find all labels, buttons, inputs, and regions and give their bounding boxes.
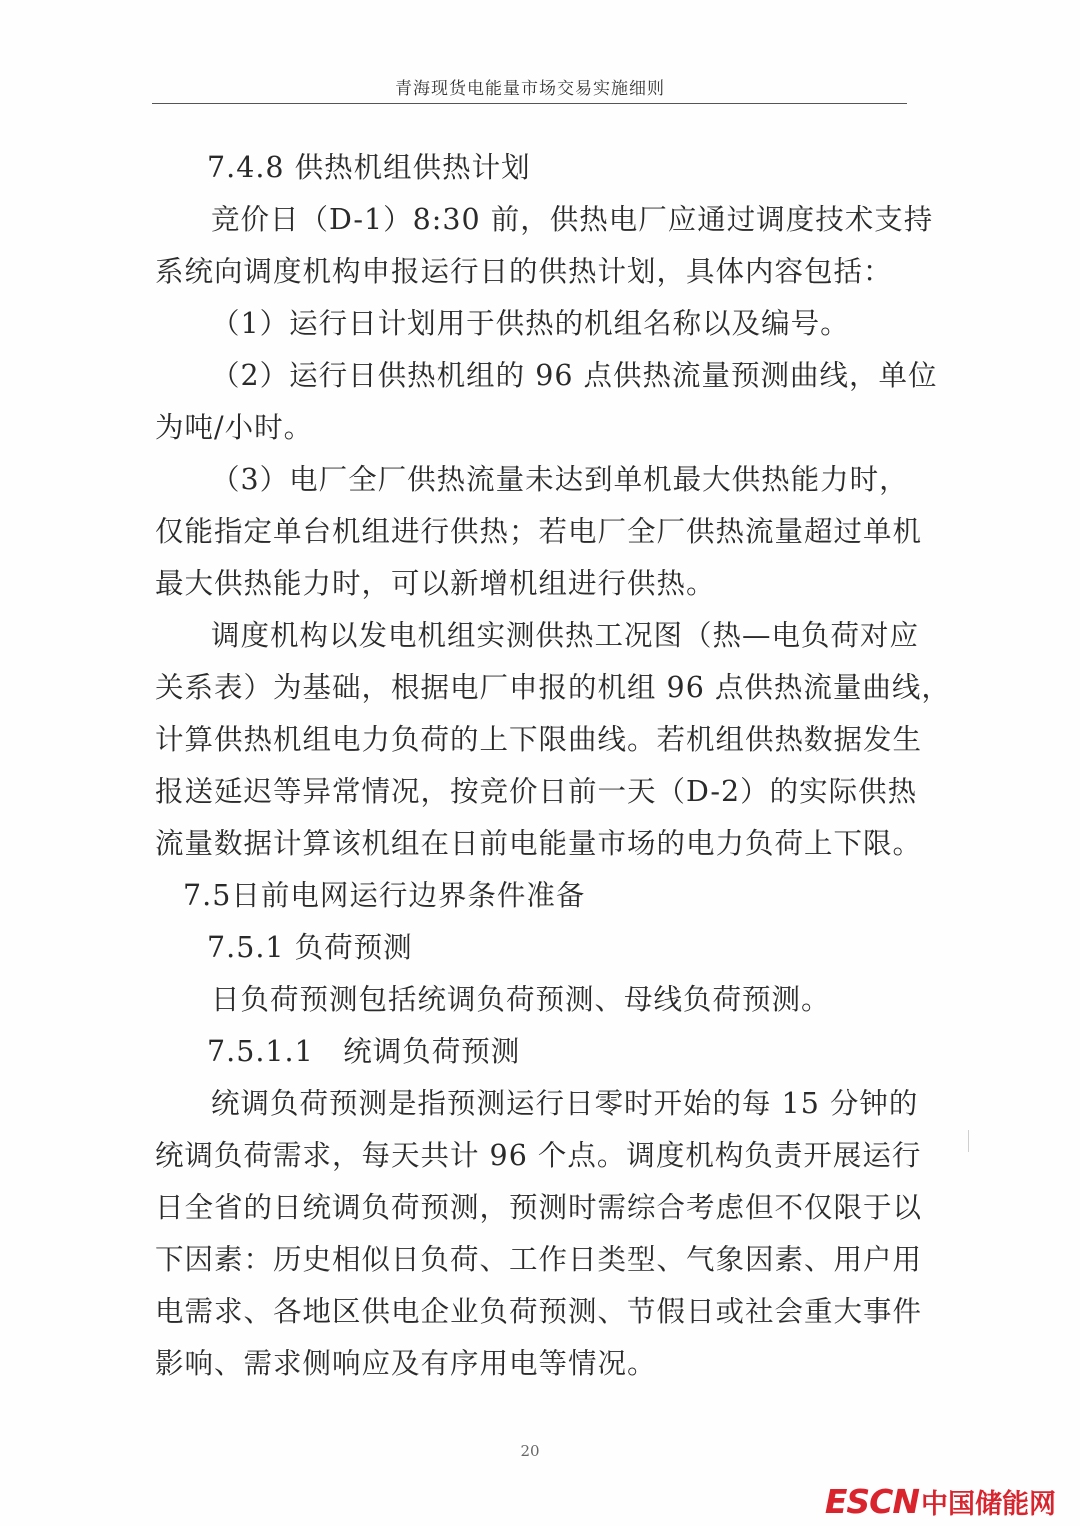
watermark-cjk: 中国储能网 [921, 1489, 1056, 1520]
list-item-3-cont: 最大供热能力时，可以新增机组进行供热。 [155, 567, 716, 600]
paragraph-line: 影响、需求侧响应及有序用电等情况。 [155, 1347, 657, 1380]
list-item-3-cont: 仅能指定单台机组进行供热；若电厂全厂供热流量超过单机 [155, 515, 923, 548]
header-divider [152, 103, 907, 104]
paragraph-line: 调度机构以发电机组实测供热工况图（热—电负荷对应 [211, 619, 920, 652]
paragraph-line: 统调负荷预测是指预测运行日零时开始的每 15 分钟的 [211, 1087, 919, 1120]
paragraph-line: 电需求、各地区供电企业负荷预测、节假日或社会重大事件 [155, 1295, 923, 1328]
paragraph-line: 下因素：历史相似日负荷、工作日类型、气象因素、用户用 [155, 1243, 923, 1276]
page-number: 20 [520, 1442, 540, 1460]
scan-edge-mark [968, 1130, 969, 1152]
paragraph-line: 日负荷预测包括统调负荷预测、母线负荷预测。 [211, 983, 831, 1016]
section-heading-7-5-1: 7.5.1 负荷预测 [207, 931, 413, 964]
paragraph-line: 竞价日（D-1）8:30 前，供热电厂应通过调度技术支持 [211, 203, 934, 236]
list-item-2: （2）运行日供热机组的 96 点供热流量预测曲线，单位 [211, 359, 938, 392]
running-header: 青海现货电能量市场交易实施细则 [395, 79, 665, 99]
paragraph-line: 日全省的日统调负荷预测，预测时需综合考虑但不仅限于以 [155, 1191, 923, 1224]
body-text [155, 142, 951, 1390]
paragraph-line: 流量数据计算该机组在日前电能量市场的电力负荷上下限。 [155, 827, 923, 860]
list-item-2-cont: 为吨/小时。 [155, 411, 314, 444]
list-item-3: （3）电厂全厂供热流量未达到单机最大供热能力时， [211, 463, 909, 496]
paragraph-line: 计算供热机组电力负荷的上下限曲线。若机组供热数据发生 [155, 723, 923, 756]
section-heading-7-5-1-1: 7.5.1.1 统调负荷预测 [207, 1035, 521, 1068]
section-heading-7-4-8: 7.4.8 供热机组供热计划 [207, 151, 531, 184]
paragraph-line: 关系表）为基础，根据电厂申报的机组 96 点供热流量曲线， [155, 671, 951, 704]
escn-watermark-logo [825, 1482, 1056, 1521]
watermark-latin: ESCN [824, 1482, 919, 1521]
section-heading-7-5: 7.5日前电网运行边界条件准备 [183, 879, 586, 912]
paragraph-line: 系统向调度机构申报运行日的供热计划，具体内容包括： [155, 255, 893, 288]
list-item-1: （1）运行日计划用于供热的机组名称以及编号。 [211, 307, 850, 340]
paragraph-line: 统调负荷需求，每天共计 96 个点。调度机构负责开展运行 [155, 1139, 922, 1172]
paragraph-line: 报送延迟等异常情况，按竞价日前一天（D-2）的实际供热 [155, 775, 918, 808]
